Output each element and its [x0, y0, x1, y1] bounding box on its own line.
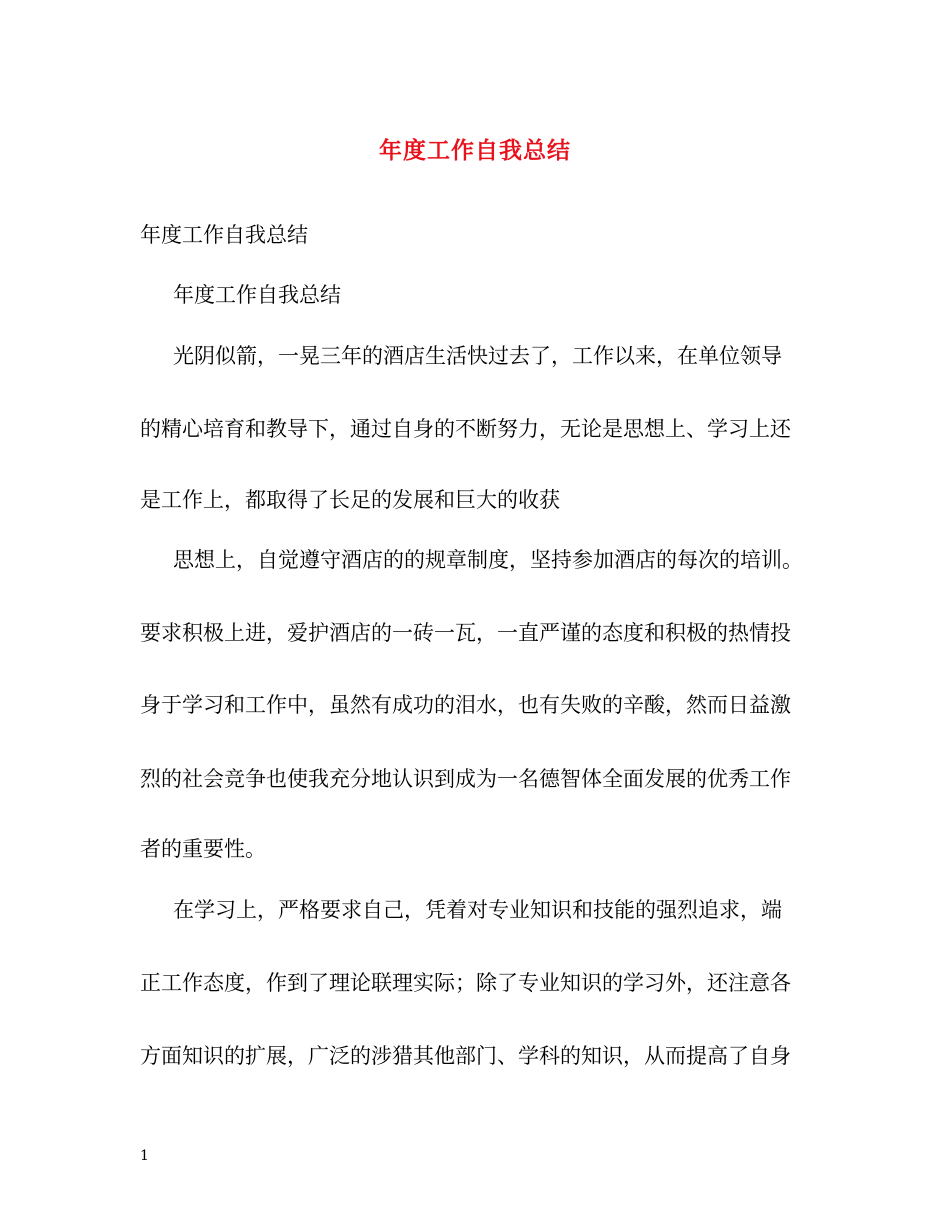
body-line: 正工作态度，作到了理论联理实际；除了专业知识的学习外，还注意各 — [140, 971, 791, 995]
body-line: 者的重要性。 — [140, 837, 266, 861]
body-line: 年度工作自我总结 — [173, 283, 341, 307]
body-line: 年度工作自我总结 — [140, 223, 308, 247]
body-line: 是工作上，都取得了长足的发展和巨大的收获 — [140, 488, 560, 512]
body-line: 身于学习和工作中，虽然有成功的泪水，也有失败的辛酸，然而日益激 — [140, 693, 791, 717]
body-line: 的精心培育和教导下，通过自身的不断努力，无论是思想上、学习上还 — [140, 417, 791, 441]
body-line: 要求积极上进，爱护酒店的一砖一瓦，一直严谨的态度和积极的热情投 — [140, 621, 791, 645]
body-line: 光阴似箭，一晃三年的酒店生活快过去了，工作以来，在单位领导 — [173, 344, 782, 368]
body-line: 在学习上，严格要求自己，凭着对专业知识和技能的强烈追求，端 — [173, 898, 782, 922]
body-line: 思想上，自觉遵守酒店的的规章制度，坚持参加酒店的每次的培训。 — [173, 548, 803, 572]
page-number: 1 — [140, 1148, 149, 1164]
document-title: 年度工作自我总结 — [379, 137, 571, 164]
body-line: 烈的社会竞争也使我充分地认识到成为一名德智体全面发展的优秀工作 — [140, 767, 791, 791]
body-line: 方面知识的扩展，广泛的涉猎其他部门、学科的知识，从而提高了自身 — [140, 1044, 791, 1068]
